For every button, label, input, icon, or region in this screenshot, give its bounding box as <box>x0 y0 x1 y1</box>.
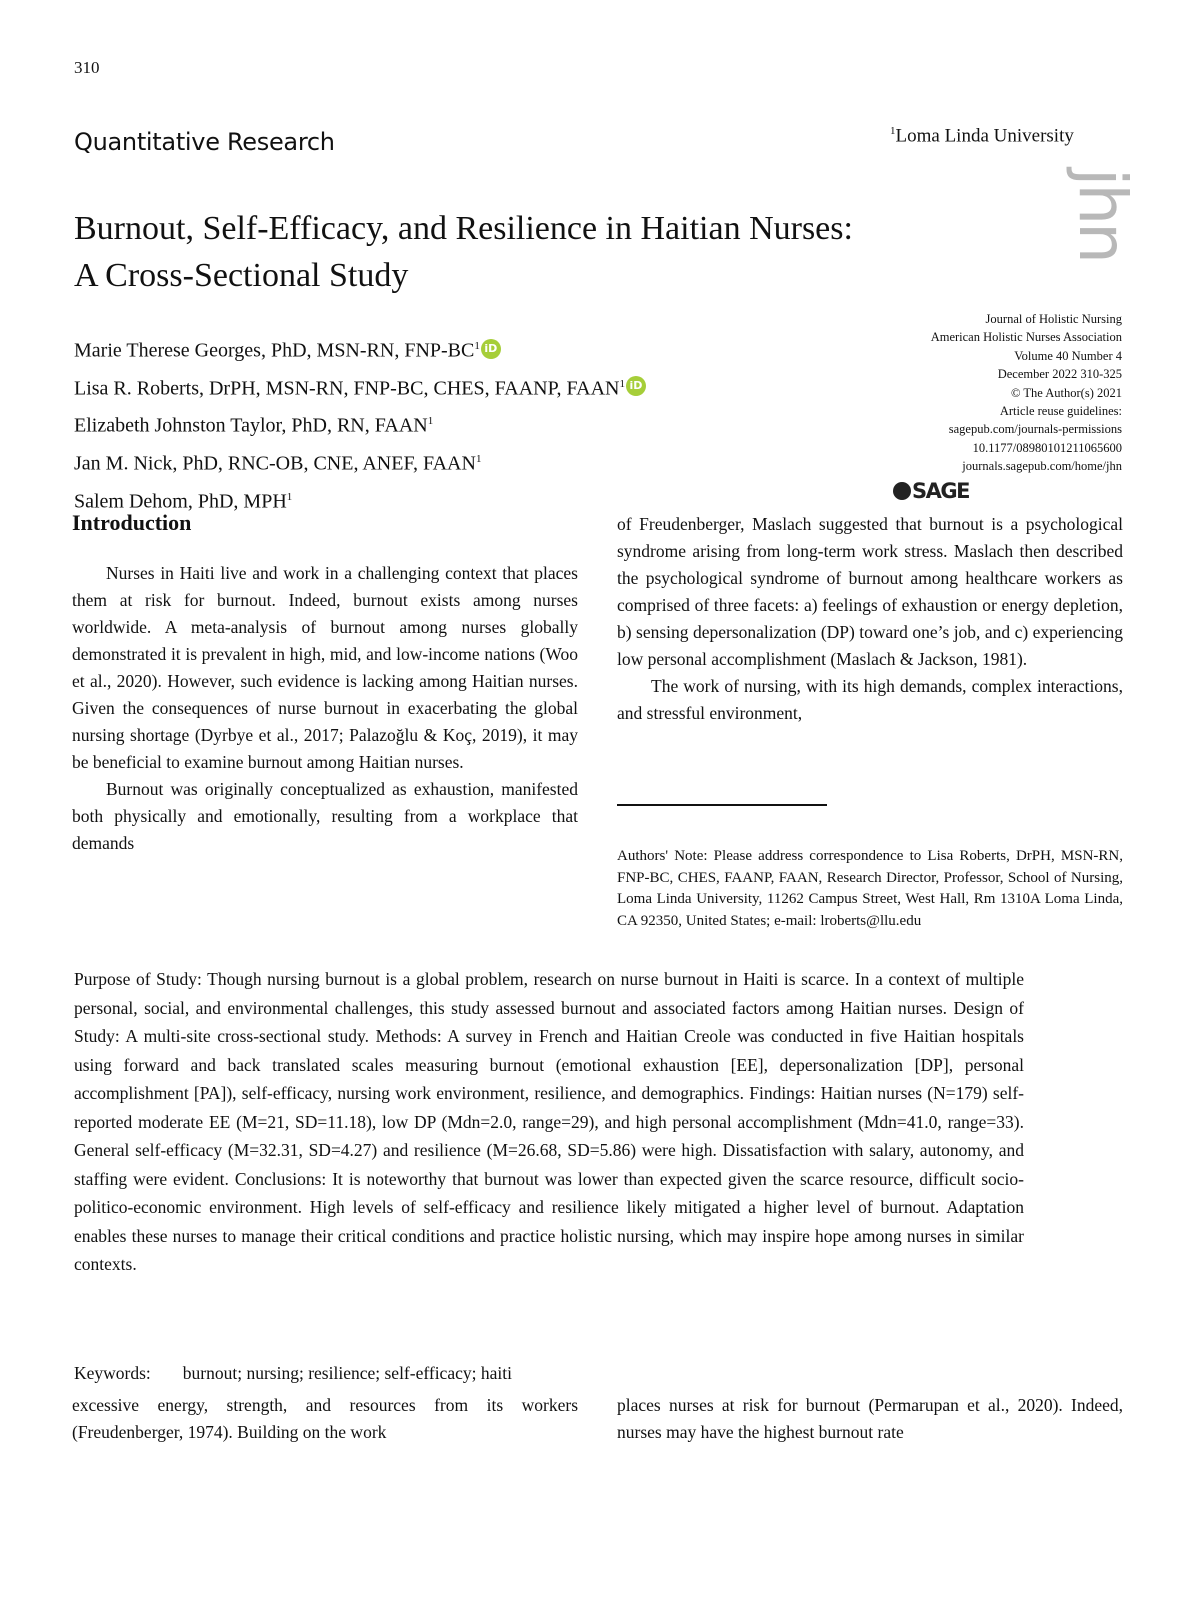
author-name: Elizabeth Johnston Taylor, PhD, RN, FAAN <box>74 414 428 437</box>
author-list <box>74 330 646 518</box>
author-line <box>74 330 646 368</box>
page-number: 310 <box>74 58 100 77</box>
copyright-line: © The Author(s) 2021 <box>1011 385 1122 400</box>
intro-heading: Introduction <box>72 510 192 535</box>
author-name: Marie Therese Georges, PhD, MSN-RN, FNP-BC <box>74 339 475 362</box>
affiliation <box>890 125 1074 147</box>
author-affiliation-marker: 1 <box>427 415 434 428</box>
sage-mark-icon <box>893 482 911 500</box>
author-name: Lisa R. Roberts, DrPH, MSN-RN, FNP-BC, CHES, FAANP, FAAN <box>74 377 620 400</box>
author-affiliation-marker: 1 <box>286 490 293 503</box>
author-affiliation-marker: 1 <box>475 452 482 465</box>
reuse-guidelines-label: Article reuse guidelines: <box>999 404 1122 419</box>
affiliation-marker: 1 <box>890 125 896 137</box>
keywords-label: Keywords: <box>74 1363 151 1383</box>
journal-issue-date: December 2022 310-325 <box>997 367 1122 382</box>
author-line <box>74 405 646 443</box>
author-name: Jan M. Nick, PhD, RNC-OB, CNE, ANEF, FAAN <box>74 452 476 475</box>
author-name: Salem Dehom, PhD, MPH <box>74 490 287 513</box>
body-column-left <box>72 560 578 857</box>
journal-info-block <box>820 310 1122 476</box>
body-paragraph: excessive energy, strength, and resources from its workers (Freudenberger, 1974). Building on the work <box>72 1395 578 1442</box>
orcid-icon[interactable]: iD <box>481 339 501 359</box>
abstract: Purpose of Study: Though nursing burnout is a global problem, research on nurse burnout in Haiti is scarce. In a context of multiple personal, social, and environmental challenges, this study assessed burnout and associated factors among Haitian nurses. Design of Study: A multi-site cross-sectional study. Methods: A survey in French and Haitian Creole was conducted in five Haitian hospitals using forward and back translated scales measuring burnout (emotional exhaustion [EE], depersonalization [DP], personal accomplishment [PA]), self-efficacy, nursing work environment, resilience, and demographics. Findings: Haitian nurses (N=179) self-reported moderate EE (M=21, SD=11.18), low DP (Mdn=2.0, range=29), and high personal accomplishment (Mdn=41.0, range=33). General self-efficacy (M=32.31, SD=4.27) and resilience (M=26.68, SD=5.86) were high. Dissatisfaction with salary, autonomy, and staffing were evident. Conclusions: It is noteworthy that burnout was lower than expected given the scarce resource, difficult socio-politico-economic environment. High levels of self-efficacy and resilience likely mitigated a higher level of burnout. Adaptation enables these nurses to manage their critical conditions and practice holistic nursing, which may inspire hope among nurses in similar contexts. <box>74 969 1024 1274</box>
journal-volume: Volume 40 Number 4 <box>1014 348 1122 363</box>
permissions-link[interactable]: sagepub.com/journals-permissions <box>948 422 1122 437</box>
keywords-value: burnout; nursing; resilience; self-efficacy; haiti <box>182 1363 512 1383</box>
journal-logo: jhn <box>1064 168 1141 261</box>
journal-association: American Holistic Nurses Association <box>930 330 1122 345</box>
doi-link[interactable]: 10.1177/08980101211065600 <box>972 440 1122 455</box>
body-paragraph: Burnout was originally conceptualized as exhaustion, manifested both physically and emotionally, resulting from a workplace that demands <box>72 779 578 853</box>
footnote-divider <box>617 804 827 806</box>
orcid-icon[interactable]: iD <box>626 376 646 396</box>
author-affiliation-marker: 1 <box>474 340 480 352</box>
journal-name: Journal of Holistic Nursing <box>985 312 1122 326</box>
journal-home-link[interactable]: journals.sagepub.com/home/jhn <box>962 459 1122 474</box>
publisher-logo <box>893 479 969 503</box>
body-paragraph: places nurses at risk for burnout (Permarupan et al., 2020). Indeed, nurses may have the highest burnout rate <box>617 1395 1123 1442</box>
author-line <box>74 443 646 481</box>
keywords <box>74 1363 512 1384</box>
publisher-logo-text: SAGE <box>912 479 969 503</box>
section-type-label: Quantitative Research <box>74 128 335 156</box>
body-column-right <box>617 511 1123 727</box>
author-line <box>74 368 646 406</box>
body-column-right-continuation <box>617 1392 1123 1446</box>
article-title: Burnout, Self-Efficacy, and Resilience in Haitian Nurses: A Cross-Sectional Study <box>74 210 853 294</box>
affiliation-name: Loma Linda University <box>895 125 1074 147</box>
body-paragraph: Nurses in Haiti live and work in a challenging context that places them at risk for burnout. Indeed, burnout exists among nurses worldwide. A meta-analysis of burnout among nurses globally demonstrated it is prevalent in high, mid, and low-income nations (Woo et al., 2020). However, such evidence is lacking among Haitian nurses. Given the consequences of nurse burnout in exacerbating the global nursing shortage (Dyrbye et al., 2017; Palazoğlu & Koç, 2019), it may be beneficial to examine burnout among Haitian nurses. <box>72 563 578 772</box>
author-affiliation-marker: 1 <box>619 377 625 390</box>
body-paragraph: of Freudenberger, Maslach suggested that burnout is a psychological syndrome arising from long-term work stress. Maslach then described the psychological syndrome of burnout among healthcare workers as comprised of three facets: a) feelings of exhaustion or energy depletion, b) sensing depersonalization (DP) toward one’s job, and c) experiencing low personal accomplishment (Maslach & Jackson, 1981). <box>617 514 1123 669</box>
body-column-left-continuation <box>72 1392 578 1446</box>
authors-note: Authors' Note: Please address correspondence to Lisa Roberts, DrPH, MSN-RN, FNP-BC, CHES, FAANP, FAAN, Research Director, Professor, School of Nursing, Loma Linda University, 11262 Campus Street, West Hall, Rm 1310A Loma Linda, CA 92350, United States; e-mail: lroberts@llu.edu <box>617 848 1123 929</box>
body-paragraph: The work of nursing, with its high demands, complex interactions, and stressful environment, <box>617 676 1123 723</box>
